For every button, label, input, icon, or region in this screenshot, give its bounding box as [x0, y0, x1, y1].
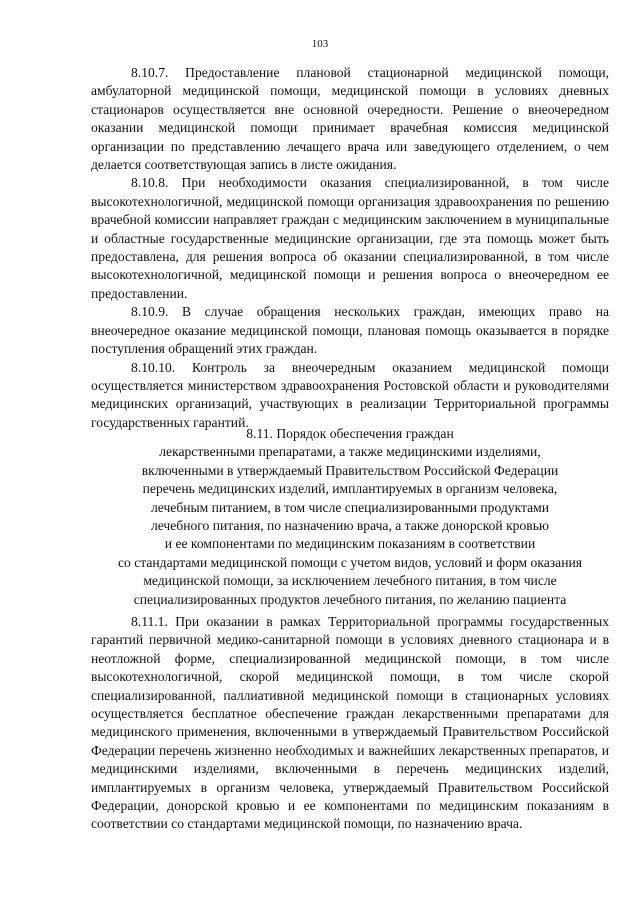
section-heading-line: со стандартами медицинской помощи с учетом видов, условий и форм оказания: [117, 554, 582, 570]
paragraph-8-10-7: 8.10.7. Предоставление плановой стационарной медицинской помощи, амбулаторной медицинской помощи, медицинской помощи в условиях дневных стационаров осуществляется вне основной очередности. Решение о внеочередном оказании медицинской помощи принимает врачебная комиссия медицинской организации по представлению лечащего врача или заведующего отделением, о чем делается соответствующая запись в листе ожидания.: [91, 65, 609, 173]
paragraph-8-10-10: 8.10.10. Контроль за внеочередным оказанием медицинской помощи осуществляется министерством здравоохранения Ростовской области и руководителями медицинских организаций, участвующих в реализации Территориальной программы государственных гарантий.: [91, 359, 609, 430]
section-heading-line: 8.11. Порядок обеспечения граждан: [246, 426, 454, 441]
section-heading-line: и ее компонентами по медицинским показаниям в соответствии: [164, 536, 536, 552]
paragraph-8-10-9: 8.10.9. В случае обращения нескольких граждан, имеющих право на внеочередное оказание медицинской помощи, плановая помощь оказывается в порядке поступления обращений этих граждан.: [91, 304, 609, 357]
section-heading-line: медицинской помощи, за исключением лечебного питания, в том числе: [143, 573, 557, 589]
top-paragraphs: [91, 64, 609, 432]
section-heading: [70, 425, 630, 609]
paragraph-8-11-1: 8.11.1. При оказании в рамках Территориальной программы государственных гарантий первичной медико-санитарной помощи в условиях дневного стационара и в неотложной форме, специализированной медицинской помощи, в том числе высокотехнологичной, скорой медицинской помощи, в том числе скорой специализированной, паллиативной медицинской помощи в стационарных условиях осуществляется бесплатное обеспечение граждан лекарственными препаратами для медицинского применения, включенными в утверждаемый Правительством Российской Федерации перечень жизненно необходимых и важнейших лекарственных препаратов, и медицинскими изделиями, включенными в перечень медицинских изделий, имплантируемых в организм человека, утверждаемый Правительством Российской Федерации, донорской кровью и ее компонентами по медицинским показаниям в соответствии со стандартами медицинской помощи, по назначению врача.: [91, 614, 609, 832]
section-heading-line: лечебным питанием, в том числе специализированными продуктами: [150, 499, 550, 515]
section-heading-line: включенными в утверждаемый Правительством Российской Федерации: [141, 462, 559, 478]
page-number: 103: [311, 38, 329, 50]
section-heading-line: лекарственными препаратами, а также медицинскими изделиями,: [159, 444, 541, 460]
section-heading-line: перечень медицинских изделий, имплантируемых в организм человека,: [142, 481, 558, 497]
section-heading-line: специализированных продуктов лечебного питания, по желанию пациента: [133, 591, 567, 607]
bottom-paragraphs: [91, 613, 609, 834]
paragraph-8-10-8: 8.10.8. При необходимости оказания специализированной, в том числе высокотехнологичной, медицинской помощи организация здравоохранения по решению врачебной комиссии направляет граждан с медицинским заключением в муниципальные и областные государственные медицинские организации, где эта помощь может быть предоставлена, для решения вопроса об оказании специализированной, в том числе высокотехнологичной, медицинской помощи и решения вопроса о внеочередном ее предоставлении.: [91, 175, 609, 301]
section-heading-line: лечебного питания, по назначению врача, а также донорской кровью: [150, 518, 550, 534]
